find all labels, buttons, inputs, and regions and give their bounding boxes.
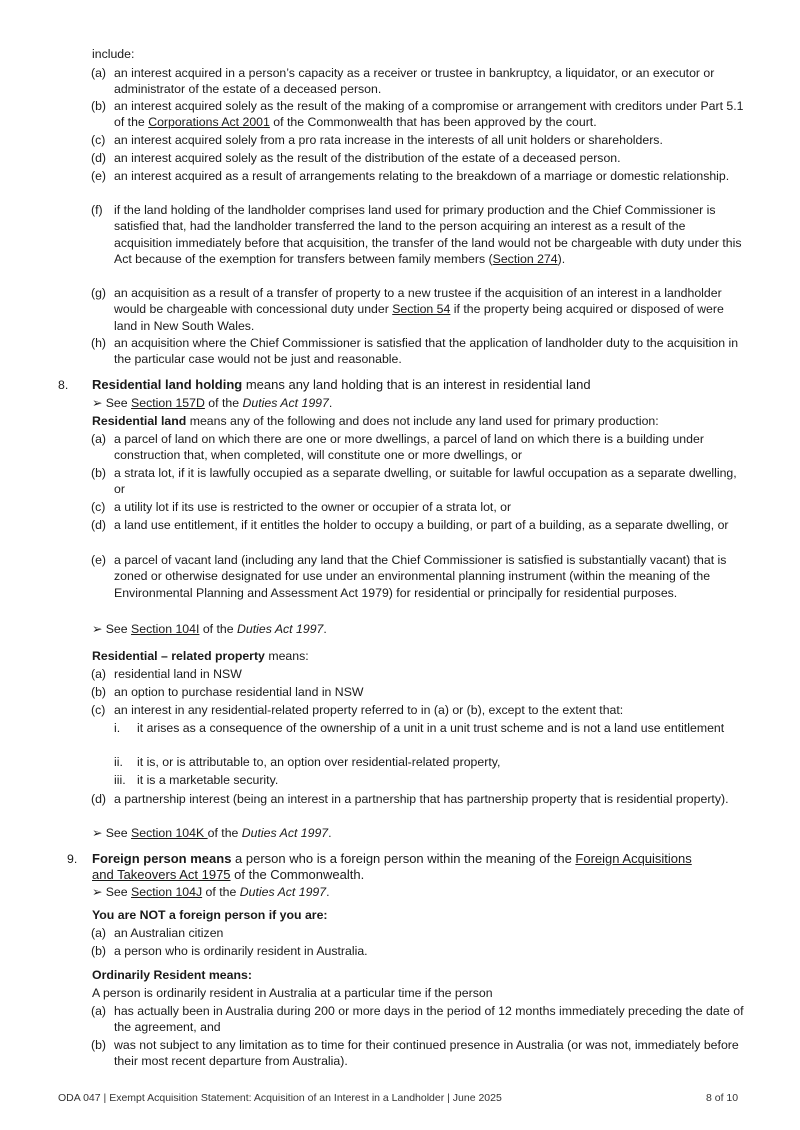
- list-item: an interest acquired solely as the result of the making of a compromise or arrangement with creditors under Part 5.1 of the Corporations Act 2001 of the Commonwealth that has been approved by the court.: [114, 99, 744, 130]
- item-marker: (g): [91, 286, 107, 300]
- subitem-marker: ii.: [114, 755, 123, 769]
- see-reference: ➢ See Section 157D of the Duties Act 1997.: [92, 396, 333, 410]
- list-item: a parcel of vacant land (including any land that the Chief Commissioner is satisfied is substantially vacant) that is zoned or otherwise designated for use under an environmental planning instrument (within the meaning of the Environmental Planning and Assessment Act 1979) for residential or principally for residential purposes.: [114, 553, 727, 600]
- arrow-icon: ➢: [92, 396, 103, 410]
- list-item: if the land holding of the landholder comprises land used for primary production and the Chief Commissioner is satisfied that, had the landholder transferred the land to the person acquiring an interest as a result of the acquisition immediately before that acquisition, the transfer of the land would not be chargeable with duty under this Act because of the exemption for transfers between family members (Section 274).: [114, 203, 742, 267]
- item-marker: (h): [91, 336, 107, 350]
- item-marker: (e): [91, 169, 107, 183]
- list-item: an interest acquired in a person’s capacity as a receiver or trustee in bankruptcy, a liquidator, or an executor or administrator of the estate of a deceased person.: [114, 66, 715, 97]
- list-item: a partnership interest (being an interest in a partnership that has partnership property that is residential property).: [114, 792, 729, 806]
- list-item: a person who is ordinarily resident in Australia.: [114, 944, 368, 958]
- item-marker: (b): [91, 685, 107, 699]
- page-number: 8 of 10: [706, 1092, 739, 1104]
- corporations-act-link[interactable]: Corporations Act 2001: [148, 115, 270, 130]
- list-item: a utility lot if its use is restricted to the owner or occupier of a strata lot, or: [114, 500, 512, 514]
- list-item: a parcel of land on which there are one or more dwellings, a parcel of land on which there is a building under construction that, when completed, will constitute one or more dwellings, or: [114, 432, 704, 463]
- list-item: a land use entitlement, if it entitles the holder to occupy a building, or part of a building, as a separate dwelling, or: [114, 518, 729, 532]
- sub-list-item: it is, or is attributable to, an option over residential-related property,: [137, 755, 501, 769]
- sub-list-item: it arises as a consequence of the ownership of a unit in a unit trust scheme and is not a land use entitlement: [137, 721, 725, 735]
- item-marker: (b): [91, 99, 107, 113]
- item-marker: (d): [91, 151, 107, 165]
- list-item: an acquisition as a result of a transfer of property to a new trustee if the acquisition of an interest in a landholder would be chargeable with concessional duty under Section 54 if the property being acquired or disposed of were land in New South Wales.: [114, 286, 724, 333]
- list-item: an Australian citizen: [114, 926, 224, 940]
- section-104i-link[interactable]: Section 104I: [131, 622, 200, 636]
- definition-heading: Residential – related property means:: [92, 649, 309, 663]
- section-104k-link[interactable]: Section 104K: [131, 826, 208, 840]
- section-104j-link[interactable]: Section 104J: [131, 885, 203, 899]
- section-number: 9.: [67, 852, 78, 866]
- item-marker: (a): [91, 926, 107, 940]
- list-item: was not subject to any limitation as to time for their continued presence in Australia (or was not, immediately before their most recent departure from Australia).: [114, 1038, 739, 1069]
- item-marker: (f): [91, 203, 103, 217]
- item-marker: (b): [91, 1038, 107, 1052]
- item-marker: (d): [91, 792, 107, 806]
- subheading: You are NOT a foreign person if you are:: [92, 908, 328, 922]
- subitem-marker: i.: [114, 721, 121, 735]
- list-item: has actually been in Australia during 200 or more days in the period of 12 months immediately preceding the date of the agreement, and: [114, 1004, 744, 1035]
- arrow-icon: ➢: [92, 826, 103, 840]
- item-marker: (b): [91, 944, 107, 958]
- item-marker: (c): [91, 703, 106, 717]
- section-heading-cont: and Takeovers Act 1975 of the Commonwealth.: [92, 867, 365, 882]
- item-marker: (a): [91, 432, 107, 446]
- item-marker: (c): [91, 500, 106, 514]
- section-number: 8.: [58, 378, 69, 392]
- item-marker: (c): [91, 133, 106, 147]
- sub-list-item: it is a marketable security.: [137, 773, 279, 787]
- definition-heading: Residential land means any of the following and does not include any land used for primary production:: [92, 414, 659, 428]
- arrow-icon: ➢: [92, 622, 103, 636]
- see-reference: ➢ See Section 104J of the Duties Act 1997.: [92, 885, 330, 899]
- list-item: an option to purchase residential land in NSW: [114, 685, 364, 699]
- arrow-icon: ➢: [92, 885, 103, 899]
- list-item: an acquisition where the Chief Commissioner is satisfied that the application of landholder duty to the acquisition in the particular case would not be just and reasonable.: [114, 336, 739, 367]
- list-item: an interest acquired solely from a pro rata increase in the interests of all unit holders or shareholders.: [114, 133, 663, 147]
- see-reference: ➢ See Section 104K of the Duties Act 1997.: [92, 826, 332, 840]
- item-marker: (a): [91, 1004, 107, 1018]
- list-item: an interest in any residential-related property referred to in (a) or (b), except to the extent that:: [114, 703, 624, 717]
- item-marker: (d): [91, 518, 107, 532]
- section-274-link[interactable]: Section 274: [492, 252, 558, 267]
- section-157d-link[interactable]: Section 157D: [131, 396, 205, 410]
- subheading: Ordinarily Resident means:: [92, 968, 252, 982]
- foreign-acquisitions-act-link-cont[interactable]: and Takeovers Act 1975: [92, 867, 231, 882]
- section-heading: Foreign person means a person who is a foreign person within the meaning of the Foreign Acquisitions: [92, 851, 692, 866]
- intro-text: A person is ordinarily resident in Australia at a particular time if the person: [92, 986, 493, 1000]
- list-item: residential land in NSW: [114, 667, 242, 681]
- item-marker: (b): [91, 466, 107, 480]
- intro-text: include:: [92, 47, 135, 61]
- form-code: ODA 047: [58, 1092, 101, 1104]
- list-item: an interest acquired solely as the result of the distribution of the estate of a deceased person.: [114, 151, 621, 165]
- list-item: an interest acquired as a result of arrangements relating to the breakdown of a marriage or domestic relationship.: [114, 169, 730, 183]
- item-marker: (a): [91, 667, 107, 681]
- subitem-marker: iii.: [114, 773, 126, 787]
- section-54-link[interactable]: Section 54: [392, 302, 451, 317]
- list-item: a strata lot, if it is lawfully occupied as a separate dwelling, or suitable for lawful occupation as a separate dwelling, or: [114, 466, 737, 497]
- foreign-acquisitions-act-link[interactable]: Foreign Acquisitions: [575, 851, 692, 866]
- see-reference: ➢ See Section 104I of the Duties Act 1997.: [92, 622, 327, 636]
- section-heading: Residential land holding means any land holding that is an interest in residential land: [92, 377, 591, 392]
- item-marker: (a): [91, 66, 107, 80]
- footer-title: ODA 047 | Exempt Acquisition Statement: Acquisition of an Interest in a Landholder | June 2025: [58, 1092, 502, 1104]
- item-marker: (e): [91, 553, 107, 567]
